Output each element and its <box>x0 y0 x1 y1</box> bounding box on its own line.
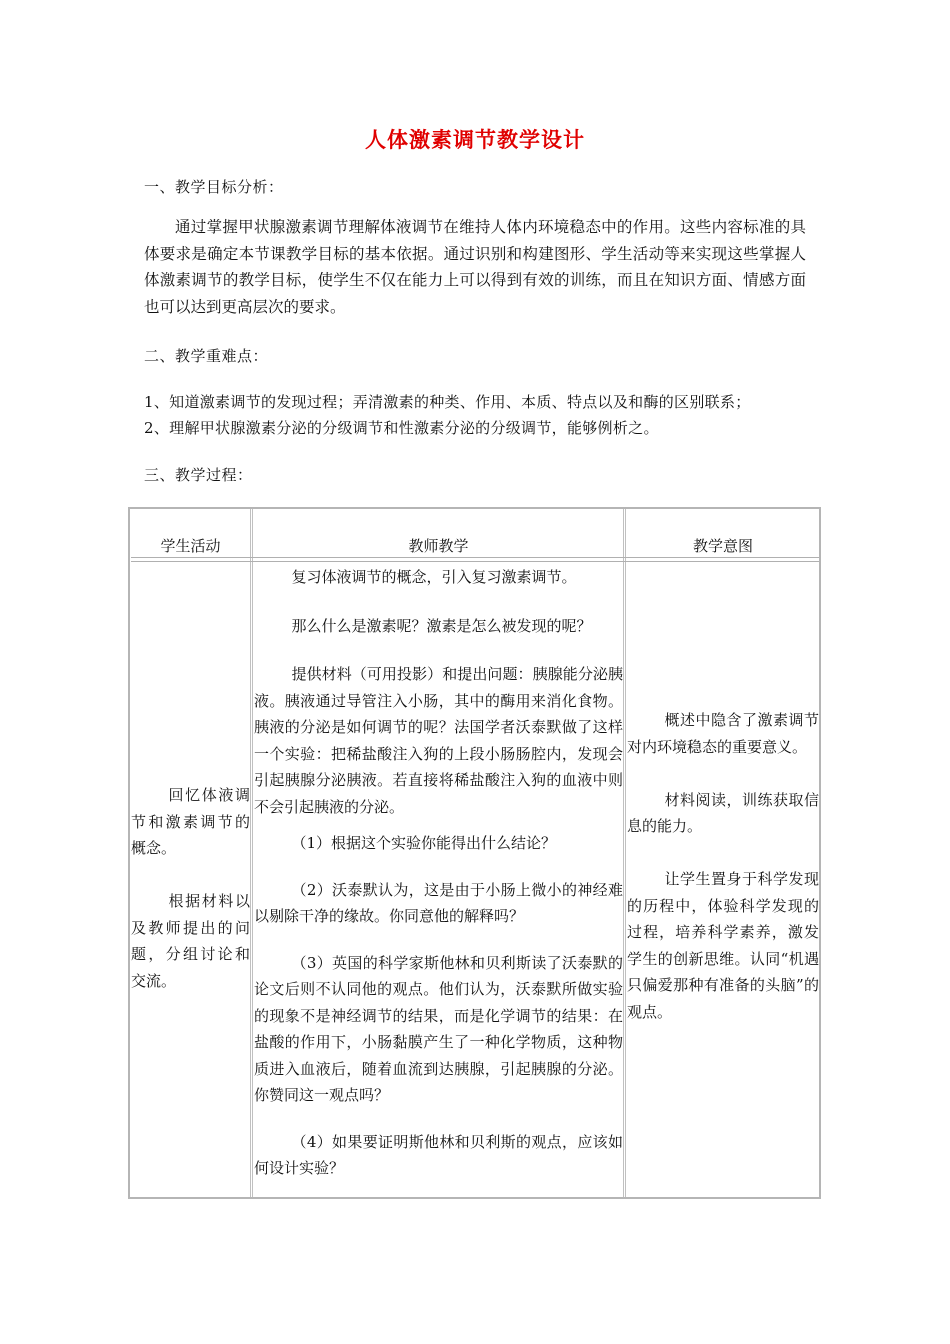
teacher-text-1: 复习体液调节的概念，引入复习激素调节。 <box>291 568 577 586</box>
key-point-1: 1、知道激素调节的发现过程；弄清激素的种类、作用、本质、特点以及和酶的区别联系； <box>144 393 751 411</box>
teaching-intent-1: 概述中隐含了激素调节对内环境稳态的重要意义。 <box>627 711 819 756</box>
teacher-question-2: （2）沃泰默认为，这是由于小肠上微小的神经难以剔除干净的缘故。你同意他的解释吗？ <box>254 880 623 925</box>
teacher-question-1: （1）根据这个实验你能得出什么结论？ <box>291 834 557 852</box>
teacher-text-2: 那么什么是激素呢？激素是怎么被发现的呢？ <box>291 616 592 635</box>
teacher-question-4: （4）如果要证明斯他林和贝利斯的观点，应该如何设计实验？ <box>254 1132 623 1177</box>
column-divider <box>250 509 253 1197</box>
header-divider <box>131 557 819 558</box>
section-heading-process: 三、教学过程： <box>144 466 253 484</box>
student-activity-1: 回忆体液调节和激素调节的概念。 <box>131 786 250 857</box>
header-teacher-teaching: 教师教学 <box>408 537 469 555</box>
teacher-question-3: （3）英国的科学家斯他林和贝利斯读了沃泰默的论文后则不认同他的观点。他们认为，沃泰默所做实验的现象不是神经调节的结果，而是化学调节的结果：在盐酸的作用下，小肠黏膜产生了一种化学物质，这种物质进入血液后，随着血流到达胰腺，引起胰腺的分泌。你赞同这一观点吗？ <box>254 953 623 1104</box>
student-activity-2: 根据材料以及教师提出的问题，分组讨论和交流。 <box>131 892 250 990</box>
column-divider <box>623 509 626 1197</box>
goals-paragraph: 通过掌握甲状腺激素调节理解体液调节在维持人体内环境稳态中的作用。这些内容标准的具体要求是确定本节课教学目标的基本依据。通过识别和构建图形、学生活动等来实现这些掌握人体激素调节的教学目标，使学生不仅在能力上可以得到有效的训练，而且在知识方面、情感方面也可以达到更高层次的要求。 <box>144 218 806 316</box>
teacher-text-3: 提供材料（可用投影）和提出问题：胰腺能分泌胰液。胰液通过导管注入小肠，其中的酶用来消化食物。胰液的分泌是如何调节的呢？法国学者沃泰默做了这样一个实验：把稀盐酸注入狗的上段小肠肠腔内，发现会引起胰腺分泌胰液。若直接将稀盐酸注入狗的血液中则不会引起胰液的分泌。 <box>254 665 623 816</box>
teaching-intent-cell <box>627 707 819 1025</box>
section-heading-goals: 一、教学目标分析： <box>144 178 284 196</box>
key-point-2: 2、理解甲状腺激素分泌的分级调节和性激素分泌的分级调节，能够例析之。 <box>144 419 659 437</box>
teaching-intent-2: 材料阅读，训练获取信息的能力。 <box>627 790 819 835</box>
header-divider <box>131 561 819 562</box>
header-student-activity: 学生活动 <box>160 537 221 555</box>
student-activity-cell <box>131 782 250 994</box>
header-teaching-intent: 教学意图 <box>692 537 753 555</box>
teaching-intent-3: 让学生置身于科学发现的历程中，体验科学发现的过程，培养科学素养，激发学生的创新思维。认同“机遇只偏爱那种有准备的头脑”的观点。 <box>627 870 819 1021</box>
document-title: 人体激素调节教学设计 <box>365 128 585 152</box>
section-heading-key-points: 二、教学重难点： <box>144 347 269 365</box>
teacher-teaching-cell <box>254 564 623 1182</box>
